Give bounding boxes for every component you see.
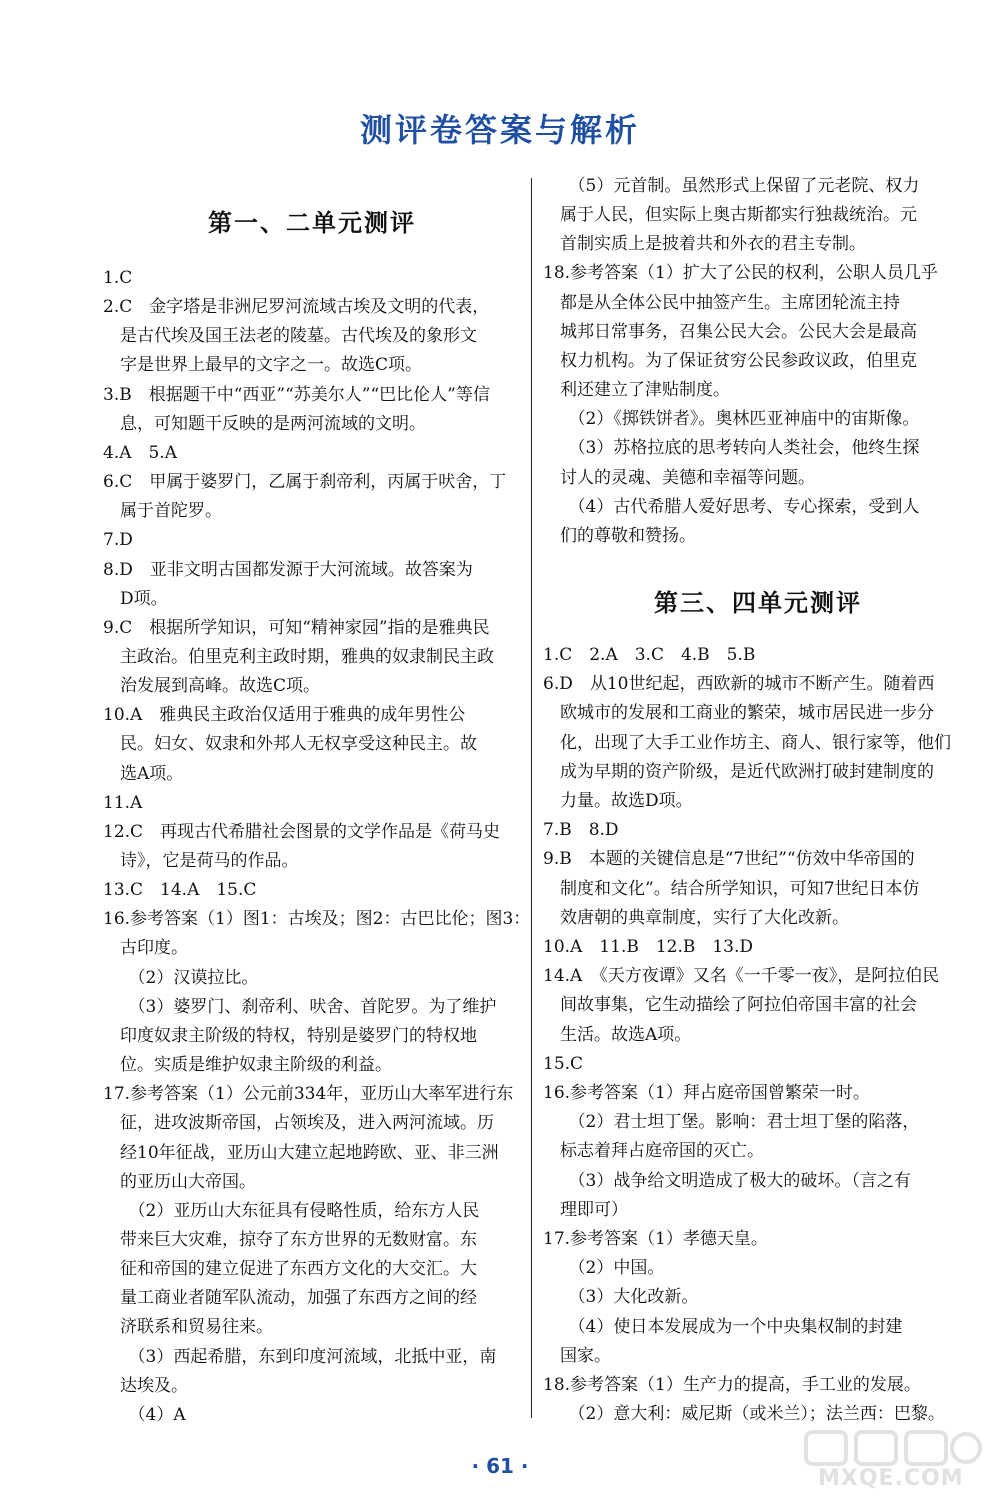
answer-line: 属于人民，但实际上奥古斯都实行独裁统治。元	[543, 205, 917, 226]
answer-line: （2）亚历山大东征具有侵略性质，给东方人民	[103, 1200, 480, 1221]
answer-line: 10.A 11.B 12.B 13.D	[543, 937, 754, 957]
answer-line: （2）汉谟拉比。	[103, 967, 259, 988]
answer-line: （4）使日本发展成为一个中央集权制的封建	[543, 1316, 903, 1337]
answer-line: 欧城市的发展和工商业的繁荣，城市居民进一步分	[543, 703, 934, 724]
answer-line: （3）战争给文明造成了极大的破坏。（言之有	[543, 1170, 911, 1191]
answer-line: 制度和文化”。结合所学知识，可知7世纪日本仿	[543, 878, 920, 899]
answer-line: 古印度。	[103, 938, 188, 959]
answer-line: 国家。	[543, 1345, 611, 1366]
answer-line: 选A项。	[103, 763, 184, 784]
answer-line: 济联系和贸易往来。	[103, 1317, 273, 1338]
answer-line: （5）元首制。虽然形式上保留了元老院、权力	[543, 176, 920, 196]
answer-line: （2）意大利：威尼斯（或米兰）；法兰西：巴黎。	[543, 1404, 945, 1425]
answer-line: 18.参考答案（1）扩大了公民的权利，公职人员几乎	[543, 263, 938, 284]
answer-line: 13.C 14.A 15.C	[103, 880, 257, 901]
answer-line: 诗》，它是荷马的作品。	[103, 851, 299, 871]
answer-line: 是古代埃及国王法老的陵墓。古代埃及的象形文	[103, 326, 477, 347]
answer-line: （4）古代希腊人爱好思考、专心探索，受到人	[543, 496, 920, 517]
answer-line: （2）君士坦丁堡。影响：君士坦丁堡的陷落，	[543, 1112, 920, 1133]
watermark-text: MXQE.COM	[818, 1466, 964, 1491]
answer-line: 都是从全体公民中抽签产生。主席团轮流主持	[543, 292, 900, 313]
answer-line: （2）中国。	[543, 1258, 665, 1279]
answer-line: 1.C 2.A 3.C 4.B 5.B	[543, 645, 756, 665]
answer-line: 17.参考答案（1）孝德天皇。	[543, 1229, 768, 1249]
answer-line: 的亚历山大帝国。	[103, 1171, 256, 1192]
answer-line: 们的尊敬和赞扬。	[543, 525, 696, 546]
answer-line: 城邦日常事务，召集公民大会。公民大会是最高	[543, 321, 917, 342]
answer-line: 效唐朝的典章制度，实行了大化改新。	[543, 907, 849, 928]
page-title: 测评卷答案与解析	[359, 111, 640, 149]
answer-line: （4）A	[103, 1404, 186, 1425]
answer-line: 6.C 甲属于婆罗门，乙属于刹帝利，丙属于吠舍，丁	[103, 472, 507, 493]
answer-line: 征，进攻波斯帝国，占领埃及，进入两河流域。历	[103, 1113, 494, 1134]
answer-line: 3.B 根据题干中“西亚”“苏美尔人”“巴比伦人”等信	[103, 384, 490, 405]
answer-line: 2.C 金字塔是非洲尼罗河流域古埃及文明的代表，	[103, 297, 490, 318]
answer-line: 11.A	[103, 792, 143, 813]
answer-line: （2）《掷铁饼者》。奥林匹亚神庙中的宙斯像。	[543, 409, 920, 430]
answer-line: 位。实质是维护奴隶主阶级的利益。	[103, 1055, 392, 1076]
answer-line: 民。妇女、奴隶和外邦人无权享受这种民主。故	[103, 734, 477, 755]
answer-line: 10.A 雅典民主政治仅适用于雅典的成年男性公	[103, 705, 466, 726]
answer-line: 15.C	[543, 1053, 584, 1074]
page-number: · 61 ·	[471, 1454, 529, 1478]
answer-line: 字是世界上最早的文字之一。故选C项。	[103, 355, 423, 376]
answer-line: 8.D 亚非文明古国都发源于大河流域。故答案为	[103, 559, 473, 580]
answer-line: 16.参考答案（1）拜占庭帝国曾繁荣一时。	[543, 1083, 870, 1103]
answer-line: 生活。故选A项。	[543, 1024, 692, 1045]
answer-line: 属于首陀罗。	[103, 501, 222, 522]
answer-line: 18.参考答案（1）生产力的提高，手工业的发展。	[543, 1375, 921, 1395]
answer-line: 4.A 5.A	[103, 442, 177, 463]
answer-line: 6.D 从10世纪起，西欧新的城市不断产生。随着西	[543, 674, 935, 695]
answer-line: 讨人的灵魂、美德和幸福等问题。	[543, 467, 815, 488]
answer-line: （3）婆罗门、刹帝利、吠舍、首陀罗。为了维护	[103, 996, 497, 1017]
answer-line: 7.B 8.D	[543, 820, 619, 841]
answer-line: 间故事集，它生动描绘了阿拉伯帝国丰富的社会	[543, 995, 917, 1016]
answer-line: 14.A 《天方夜谭》又名《一千零一夜》，是阿拉伯民	[543, 966, 940, 987]
answer-line: D项。	[103, 588, 168, 609]
answer-line: （3）西起希腊，东到印度河流域，北抵中亚，南	[103, 1346, 497, 1367]
answer-line: 力量。故选D项。	[543, 791, 693, 811]
answer-line: 成为早期的资产阶级，是近代欧洲打破封建制度的	[543, 761, 934, 782]
watermark-logo	[798, 1428, 988, 1494]
answer-line: 12.C 再现古代希腊社会图景的文学作品是《荷马史	[103, 821, 501, 842]
answer-line: 标志着拜占庭帝国的灭亡。	[543, 1141, 764, 1162]
answer-line: 化，出现了大手工业作坊主、商人、银行家等，他们	[543, 732, 951, 753]
answer-line: 7.D	[103, 530, 133, 551]
section-title-units-1-2: 第一、二单元测评	[208, 209, 416, 237]
answer-line: 印度奴隶主阶级的特权，特别是婆罗门的特权地	[103, 1025, 477, 1046]
answer-line: 权力机构。为了保证贫穷公民参政议政，伯里克	[543, 350, 917, 371]
answer-line: 经10年征战，亚历山大建立起地跨欧、亚、非三洲	[103, 1142, 499, 1163]
answer-line: 征和帝国的建立促进了东西方文化的大交汇。大	[103, 1259, 477, 1280]
answer-line: 9.C 根据所学知识，可知“精神家园”指的是雅典民	[103, 617, 490, 638]
answer-line: 主政治。伯里克利主政时期，雅典的奴隶制民主政	[103, 646, 494, 667]
answer-line: 利还建立了津贴制度。	[543, 380, 730, 401]
section-title-units-3-4: 第三、四单元测评	[654, 589, 862, 617]
answer-line: 带来巨大灾难，掠夺了东方世界的无数财富。东	[103, 1229, 477, 1250]
answer-line: （3）苏格拉底的思考转向人类社会，他终生探	[543, 438, 920, 459]
answer-line: 首制实质上是披着共和外衣的君主专制。	[543, 234, 866, 255]
answer-line: （3）大化改新。	[543, 1287, 699, 1308]
answer-line: 达埃及。	[103, 1375, 188, 1396]
answer-line: 16.参考答案（1）图1：古埃及；图2：古巴比伦；图3：	[103, 909, 531, 930]
answer-line: 17.参考答案（1）公元前334年，亚历山大率军进行东	[103, 1084, 514, 1105]
answer-line: 9.B 本题的关键信息是“7世纪”“仿效中华帝国的	[543, 849, 915, 870]
answer-line: 量工商业者随军队流动，加强了东西方之间的经	[103, 1288, 477, 1309]
answer-line: 息，可知题干反映的是两河流域的文明。	[103, 413, 426, 434]
answer-line: 治发展到高峰。故选C项。	[103, 676, 321, 697]
answer-line: 1.C	[103, 268, 133, 288]
answer-line: 理即可）	[543, 1199, 628, 1220]
column-divider	[531, 178, 532, 1418]
